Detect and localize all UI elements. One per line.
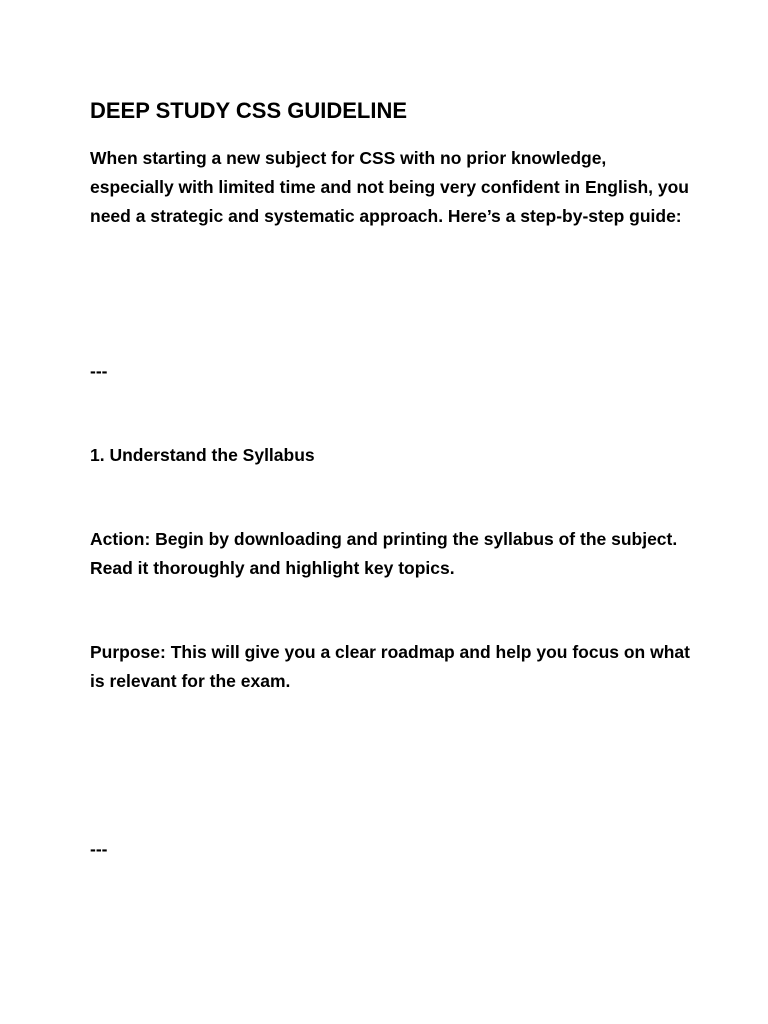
document-title: DEEP STUDY CSS GUIDELINE — [90, 98, 408, 123]
separator-line: --- — [90, 839, 108, 859]
separator-line: --- — [90, 361, 108, 381]
intro-paragraph: When starting a new subject for CSS with no prior knowledge, especially with limited time and not being very confident in English, you need a strategic and systematic approach. Here’s a step-by-step guide: — [90, 148, 689, 226]
purpose-paragraph: Purpose: This will give you a clear roadmap and help you focus on what is relevant for the exam. — [90, 642, 690, 691]
section-heading: 1. Understand the Syllabus — [90, 445, 315, 465]
action-paragraph: Action: Begin by downloading and printing the syllabus of the subject. Read it thoroughly and highlight key topics. — [90, 529, 678, 578]
